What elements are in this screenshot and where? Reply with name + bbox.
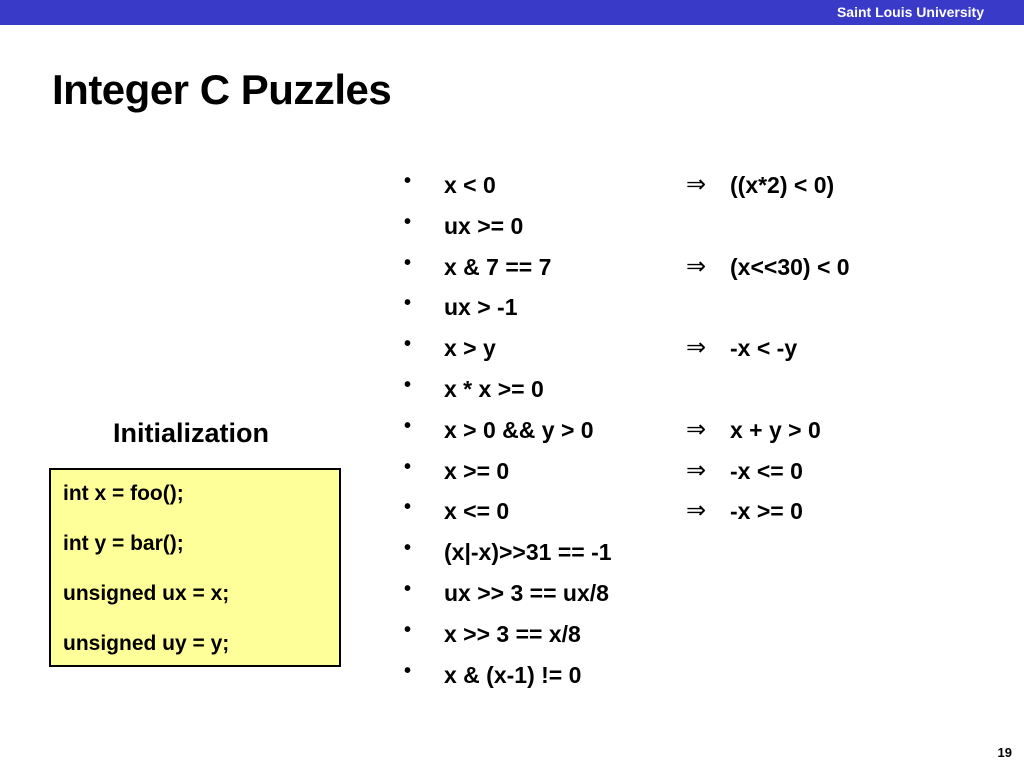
implies-icon: ⇒	[686, 334, 707, 362]
bullet-icon: •	[404, 170, 412, 192]
puzzle-condition: x >> 3 == x/8	[444, 620, 581, 647]
puzzle-item	[404, 574, 964, 615]
bullet-icon: •	[404, 496, 412, 519]
puzzle-item	[404, 248, 964, 289]
puzzle-condition: x <= 0	[444, 498, 510, 525]
puzzle-conclusion: (x<<30) < 0	[730, 253, 850, 280]
puzzle-condition: x > 0 && y > 0	[444, 416, 594, 443]
init-line: int x = foo();	[63, 482, 184, 505]
bullet-icon: •	[404, 414, 412, 437]
puzzle-condition: ux >= 0	[444, 212, 524, 239]
puzzle-conclusion: -x < -y	[730, 335, 798, 362]
puzzle-condition: ux >> 3 == ux/8	[444, 579, 609, 606]
bullet-icon: •	[404, 577, 412, 600]
puzzle-item	[404, 492, 964, 533]
init-line: int y = bar();	[63, 532, 184, 555]
bullet-icon: •	[404, 537, 412, 560]
puzzle-item	[404, 288, 964, 329]
puzzle-condition: (x|-x)>>31 == -1	[444, 539, 612, 566]
puzzle-conclusion: -x <= 0	[730, 457, 803, 484]
init-line: unsigned uy = y;	[63, 632, 230, 655]
puzzle-item	[404, 411, 964, 452]
puzzle-item	[404, 370, 964, 411]
puzzle-item	[404, 329, 964, 370]
initialization-heading: Initialization	[113, 418, 270, 448]
slide-title: Integer C Puzzles	[52, 66, 392, 113]
bullet-icon: •	[404, 659, 412, 682]
puzzle-condition: x >= 0	[444, 457, 510, 484]
puzzle-item	[404, 656, 964, 697]
bullet-icon: •	[404, 373, 412, 396]
university-name: Saint Louis University	[836, 4, 984, 20]
puzzle-condition: x & (x-1) != 0	[444, 661, 582, 688]
implies-icon: ⇒	[686, 252, 707, 280]
puzzle-conclusion: x + y > 0	[730, 416, 821, 443]
bullet-icon: •	[404, 455, 412, 478]
puzzle-item	[404, 615, 964, 656]
implies-icon: ⇒	[686, 456, 707, 484]
bullet-icon: •	[404, 292, 412, 315]
puzzle-item	[404, 533, 964, 574]
puzzle-conclusion: -x >= 0	[730, 498, 803, 525]
puzzle-list	[404, 166, 964, 696]
bullet-icon: •	[404, 210, 412, 233]
implies-icon: ⇒	[686, 415, 707, 443]
puzzle-condition: x < 0	[444, 172, 496, 198]
bullet-icon: •	[404, 251, 412, 274]
puzzle-condition: x & 7 == 7	[444, 253, 552, 280]
puzzle-item	[404, 452, 964, 493]
puzzle-condition: x * x >= 0	[444, 375, 544, 402]
header-bar	[0, 0, 1024, 25]
puzzle-condition: ux > -1	[444, 294, 518, 321]
implies-icon: ⇒	[686, 497, 707, 525]
bullet-icon: •	[404, 618, 412, 641]
puzzle-item	[404, 166, 964, 207]
init-line: unsigned ux = x;	[63, 582, 230, 605]
initialization-code-box	[49, 468, 341, 667]
bullet-icon: •	[404, 333, 412, 356]
implies-icon: ⇒	[686, 171, 707, 198]
puzzle-condition: x > y	[444, 335, 496, 362]
puzzle-conclusion: ((x*2) < 0)	[730, 172, 835, 198]
page-number: 19	[997, 745, 1012, 760]
puzzle-item	[404, 207, 964, 248]
